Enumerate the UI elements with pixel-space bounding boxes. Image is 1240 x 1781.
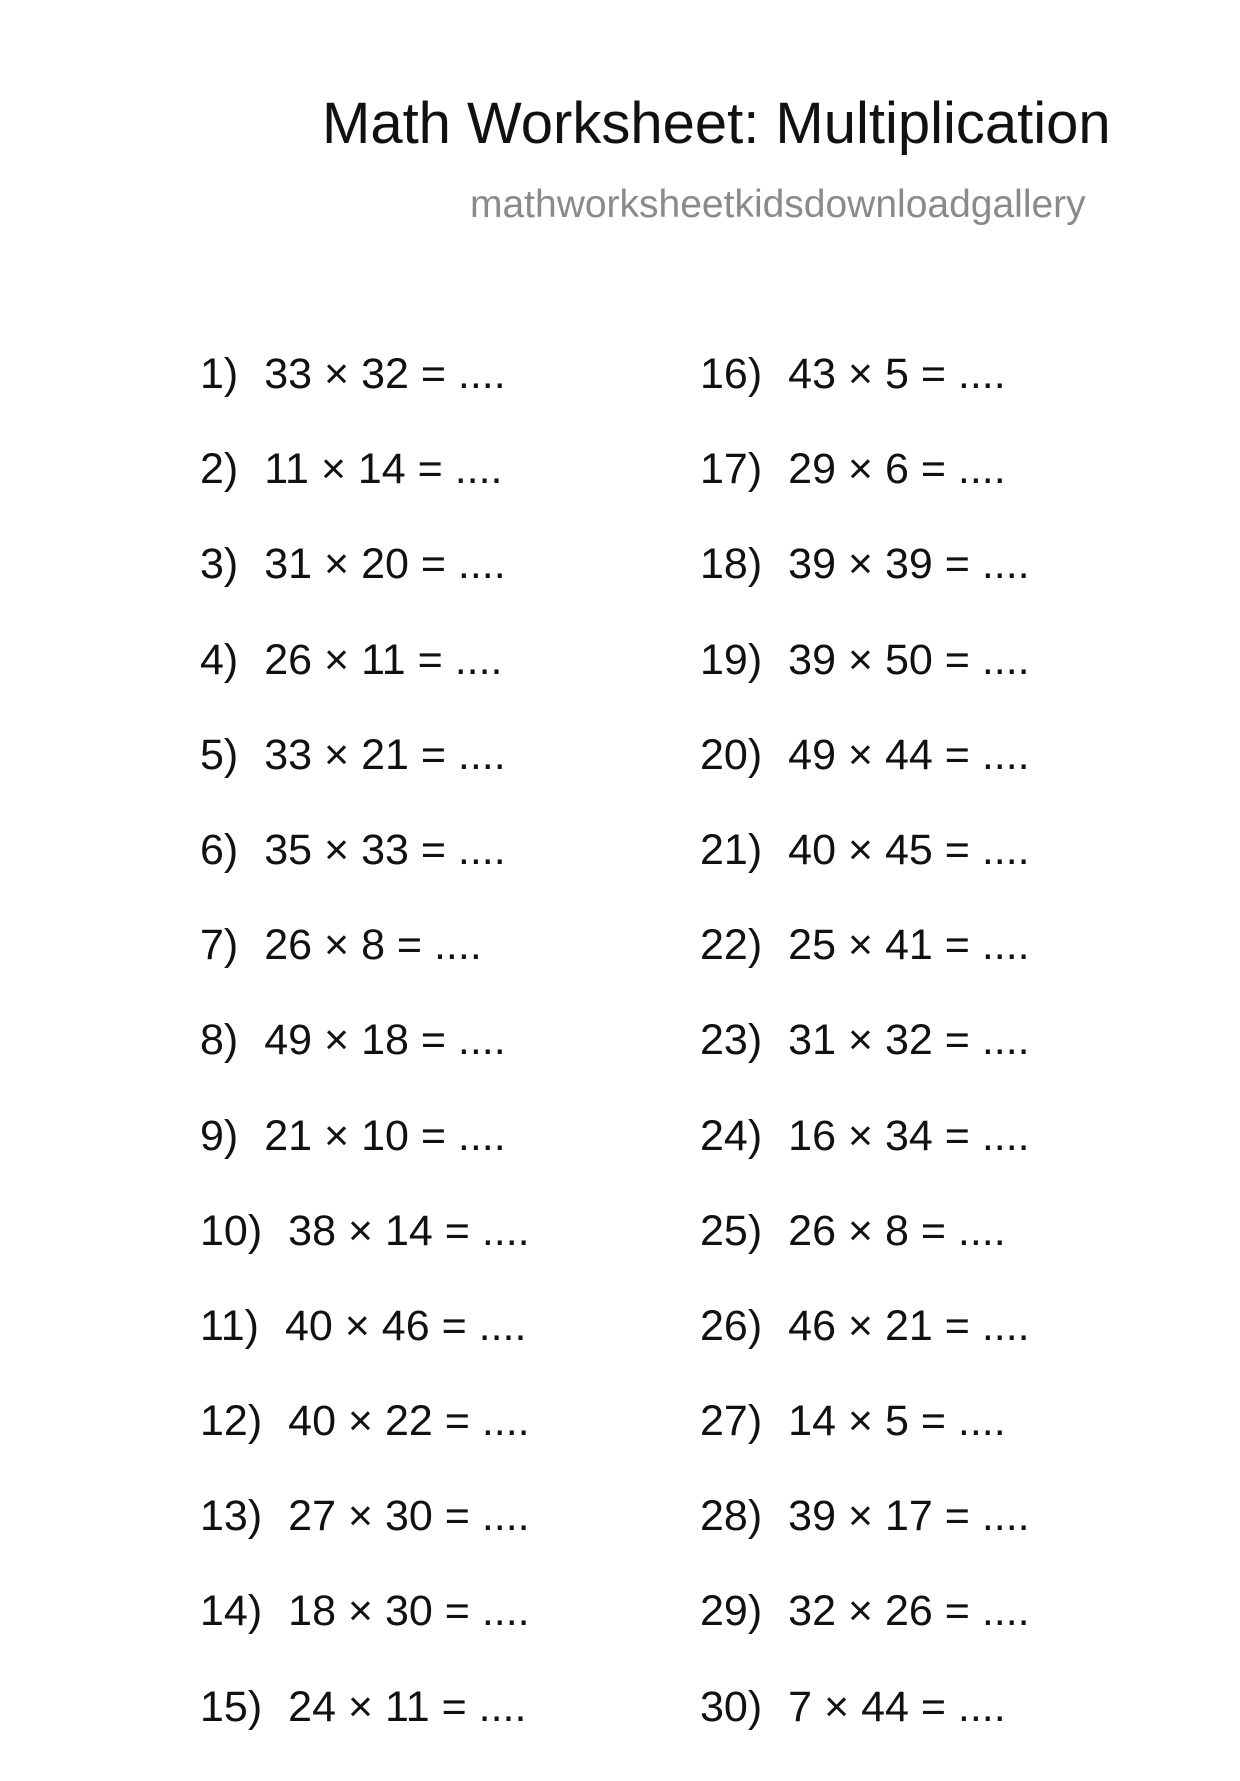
problem-number: 15) xyxy=(200,1682,263,1731)
problem-item xyxy=(200,1397,530,1495)
problem-number: 1) xyxy=(200,350,239,398)
problem-item xyxy=(700,1111,1030,1210)
worksheet-title: Math Worksheet: Multiplication xyxy=(322,91,1111,156)
problem-expression: 33 × 32 = .... xyxy=(264,350,506,398)
problem-expression: 49 × 44 = .... xyxy=(788,730,1030,779)
problem-item xyxy=(700,350,1030,448)
problem-number: 30) xyxy=(700,1682,763,1731)
problem-expression: 24 × 11 = .... xyxy=(288,1682,527,1731)
problem-item xyxy=(700,1206,1030,1305)
problem-number: 28) xyxy=(700,1492,763,1541)
problem-item xyxy=(200,350,530,448)
problem-expression: 25 × 41 = .... xyxy=(788,921,1030,970)
problem-item xyxy=(200,921,530,1019)
problem-number: 21) xyxy=(700,825,763,874)
problem-item xyxy=(200,1492,530,1590)
problem-expression: 31 × 32 = .... xyxy=(788,1016,1030,1065)
problem-item xyxy=(200,825,530,924)
problem-number: 29) xyxy=(700,1587,763,1636)
problem-item xyxy=(200,730,530,829)
problem-item xyxy=(200,1682,530,1781)
problem-item xyxy=(200,540,530,638)
problem-item xyxy=(700,445,1030,543)
problem-number: 10) xyxy=(200,1206,263,1255)
problem-number: 11) xyxy=(200,1301,259,1350)
problem-number: 18) xyxy=(700,540,763,589)
problem-expression: 7 × 44 = .... xyxy=(788,1682,1006,1731)
problem-item xyxy=(700,921,1030,1019)
problem-number: 9) xyxy=(200,1111,239,1160)
problem-number: 6) xyxy=(200,825,239,874)
problem-expression: 46 × 21 = .... xyxy=(788,1301,1030,1350)
problem-item xyxy=(200,445,530,543)
problem-item xyxy=(700,1397,1030,1495)
problem-expression: 40 × 22 = .... xyxy=(288,1397,530,1446)
problem-item xyxy=(200,1016,530,1114)
problem-expression: 39 × 39 = .... xyxy=(788,540,1030,589)
problem-expression: 39 × 50 = .... xyxy=(788,635,1030,684)
problem-expression: 21 × 10 = .... xyxy=(264,1111,506,1160)
problem-expression: 43 × 5 = .... xyxy=(788,350,1006,398)
problem-number: 19) xyxy=(700,635,763,684)
problem-number: 27) xyxy=(700,1397,763,1446)
problem-item xyxy=(700,540,1030,638)
problem-number: 25) xyxy=(700,1206,763,1255)
problem-number: 5) xyxy=(200,730,239,779)
problem-expression: 33 × 21 = .... xyxy=(264,730,506,779)
problem-item xyxy=(700,730,1030,829)
problem-expression: 32 × 26 = .... xyxy=(788,1587,1030,1636)
problem-number: 22) xyxy=(700,921,763,970)
problem-number: 14) xyxy=(200,1587,263,1636)
problem-number: 12) xyxy=(200,1397,263,1446)
problem-expression: 18 × 30 = .... xyxy=(288,1587,530,1636)
problem-number: 26) xyxy=(700,1301,763,1350)
problem-expression: 11 × 14 = .... xyxy=(264,445,503,494)
problem-item xyxy=(700,1301,1030,1400)
problem-expression: 14 × 5 = .... xyxy=(788,1397,1006,1446)
problem-expression: 26 × 11 = .... xyxy=(264,635,503,684)
problem-number: 3) xyxy=(200,540,239,589)
problem-number: 4) xyxy=(200,635,239,684)
worksheet-subtitle: mathworksheetkidsdownloadgallery xyxy=(470,183,1086,226)
problem-item xyxy=(700,1016,1030,1114)
problem-column-left xyxy=(200,350,530,1781)
problem-expression: 39 × 17 = .... xyxy=(788,1492,1030,1541)
problem-expression: 31 × 20 = .... xyxy=(264,540,506,589)
problem-number: 7) xyxy=(200,921,239,970)
problem-number: 13) xyxy=(200,1492,263,1541)
problem-item xyxy=(700,1492,1030,1590)
problem-expression: 29 × 6 = .... xyxy=(788,445,1006,494)
problem-number: 16) xyxy=(700,350,763,398)
problem-item xyxy=(200,1301,530,1400)
problem-item xyxy=(700,1587,1030,1685)
problem-expression: 27 × 30 = .... xyxy=(288,1492,530,1541)
problem-item xyxy=(200,1587,530,1685)
problem-expression: 35 × 33 = .... xyxy=(264,825,506,874)
problem-number: 2) xyxy=(200,445,239,494)
problem-item xyxy=(700,635,1030,734)
problem-number: 17) xyxy=(700,445,763,494)
problem-number: 20) xyxy=(700,730,763,779)
problem-number: 23) xyxy=(700,1016,763,1065)
problem-number: 8) xyxy=(200,1016,239,1065)
problem-expression: 49 × 18 = .... xyxy=(264,1016,506,1065)
problem-expression: 16 × 34 = .... xyxy=(788,1111,1030,1160)
problem-expression: 26 × 8 = .... xyxy=(264,921,482,970)
problem-expression: 40 × 45 = .... xyxy=(788,825,1030,874)
problem-item xyxy=(200,635,530,734)
problem-item xyxy=(700,825,1030,924)
problem-column-right xyxy=(700,350,1030,1781)
problem-expression: 26 × 8 = .... xyxy=(788,1206,1006,1255)
problem-expression: 40 × 46 = .... xyxy=(284,1301,527,1350)
problem-expression: 38 × 14 = .... xyxy=(288,1206,530,1255)
problem-item xyxy=(200,1206,530,1305)
problem-number: 24) xyxy=(700,1111,763,1160)
problem-item xyxy=(200,1111,530,1210)
problem-item xyxy=(700,1682,1030,1781)
